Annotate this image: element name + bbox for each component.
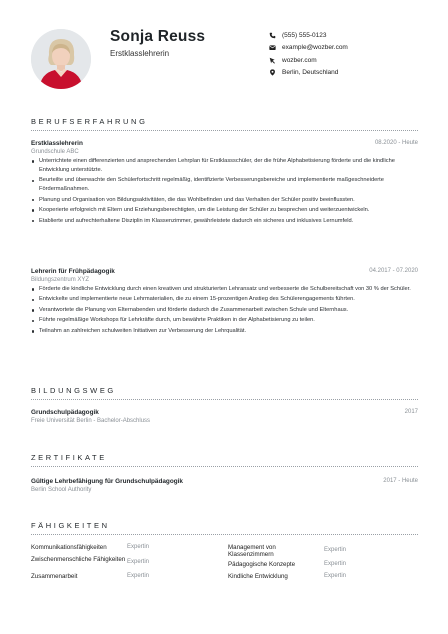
skill-item [228, 560, 422, 572]
education-date: 2017 [404, 409, 418, 415]
skill-level: Expertin [324, 561, 347, 567]
section-title-experience: BERUFSERFAHRUNG [31, 117, 148, 126]
skill-level: Expertin [324, 547, 347, 553]
skill-name: Zwischenmenschliche Fähigkeiten [31, 555, 126, 563]
job-bullet: Führte regelmäßige Workshops für Lehrkräfte durch, um bewährte Praktiken in der Alphabetisierung zu teilen. [31, 316, 418, 325]
job-bullet-list [31, 285, 418, 337]
skill-item [228, 572, 422, 584]
section-title-education: BILDUNGSWEG [31, 386, 116, 395]
contact-location [268, 67, 348, 80]
contact-email[interactable] [268, 42, 348, 55]
job-bullet: Unterrichtete einen differenzierten und ansprechenden Lehrplan für Erstklassschüler, der die frühe Alphabetisierung förderte und die kindliche Entwicklung unterstützte. [31, 157, 418, 175]
candidate-title: Erstklasslehrerin [110, 49, 170, 58]
contact-phone[interactable] [268, 29, 348, 42]
link-icon [268, 56, 276, 64]
section-divider [31, 399, 418, 400]
contact-email-text: example@wozber.com [282, 44, 348, 52]
skill-name: Zusammenarbeit [31, 572, 78, 580]
certificate-title: Gültige Lehrbefähigung für Grundschulpädagogik [31, 478, 183, 485]
job-bullet: Kooperierte erfolgreich mit Eltern und Erziehungsberechtigten, um die Leistung der Schüler zu besprechen und weiterzuentwickeln. [31, 206, 418, 215]
contact-list [268, 29, 348, 79]
skill-name: Management von Klassenzimmern [228, 544, 276, 559]
skill-level: Expertin [127, 544, 150, 550]
skills-column-left [31, 543, 225, 583]
section-divider [31, 130, 418, 131]
skill-item [31, 543, 225, 555]
section-divider [31, 534, 418, 535]
job-bullet: Planung und Organisation von Bildungsaktivitäten, die das Wohlbefinden und das Verhalten der Schüler positiv beeinflussten. [31, 196, 418, 205]
skill-item [31, 572, 225, 584]
skill-name: Kommunikationsfähigkeiten [31, 544, 107, 551]
mail-icon [268, 44, 276, 52]
job-organization: Bildungszentrum XYZ [31, 277, 90, 283]
job-bullet: Beurteilte und überwachte den Schülerfortschritt regelmäßig, identifizierte Verbesserungsbereiche und implementierte maßgeschneiderte Fördermaßnahmen. [31, 176, 418, 194]
skill-item [228, 543, 422, 560]
education-institution: Freie Universität Berlin - Bachelor-Abschluss [31, 418, 151, 424]
job-bullet: Verantwortete die Planung von Elternabenden und förderte dadurch die Zusammenarbeit zwischen Schule und Elternhaus. [31, 306, 418, 315]
certificate-issuer: Berlin School Authority [31, 487, 92, 493]
skill-name: Pädagogische Konzepte [228, 561, 296, 568]
job-title: Lehrerin für Frühpädagogik [31, 268, 115, 275]
job-bullet: Förderte die kindliche Entwicklung durch einen kreativen und strukturierten Lehransatz und verbesserte die Schulbereitschaft von 30 % der Schüler. [31, 285, 418, 294]
job-bullet: Teilnahm an zahlreichen schulweiten Initiativen zur Verbesserung der Lehrqualität. [31, 327, 418, 336]
skill-name: Kindliche Entwicklung [228, 572, 288, 580]
job-date: 08.2020 - Heute [374, 140, 418, 146]
skill-level: Expertin [127, 558, 150, 565]
job-date: 04.2017 - 07.2020 [369, 268, 418, 274]
contact-phone-text: (555) 555-0123 [282, 31, 327, 39]
section-title-skills: FÄHIGKEITEN [31, 521, 110, 530]
contact-website-text: wozber.com [282, 56, 317, 64]
skill-level: Expertin [127, 572, 150, 579]
job-organization: Grundschule ABC [31, 149, 79, 155]
skill-level: Expertin [324, 572, 347, 579]
education-title: Grundschulpädagogik [31, 409, 99, 416]
person-photo-icon [31, 29, 91, 89]
section-title-certificates: ZERTIFIKATE [31, 453, 107, 462]
section-divider [31, 466, 418, 467]
job-bullet-list [31, 157, 418, 227]
certificate-date: 2017 - Heute [383, 478, 418, 484]
job-bullet: Etablierte und aufrechterhaltene Disziplin im Klassenzimmer, gewährleistete dadurch ein sicheres und inklusives Lernumfeld. [31, 217, 418, 226]
contact-website[interactable] [268, 54, 348, 67]
avatar [31, 29, 91, 89]
phone-icon [268, 31, 276, 39]
skills-column-right [228, 543, 422, 583]
contact-location-text: Berlin, Deutschland [282, 69, 339, 77]
job-title: Erstklasslehrerin [31, 140, 83, 147]
location-pin-icon [268, 69, 276, 77]
job-bullet: Entwickelte und implementierte neue Lehrmaterialien, die zu einem 15-prozentigen Anstieg des Schülerengagements führten. [31, 295, 418, 304]
skill-item [31, 555, 225, 572]
candidate-name: Sonja Reuss [110, 28, 206, 45]
